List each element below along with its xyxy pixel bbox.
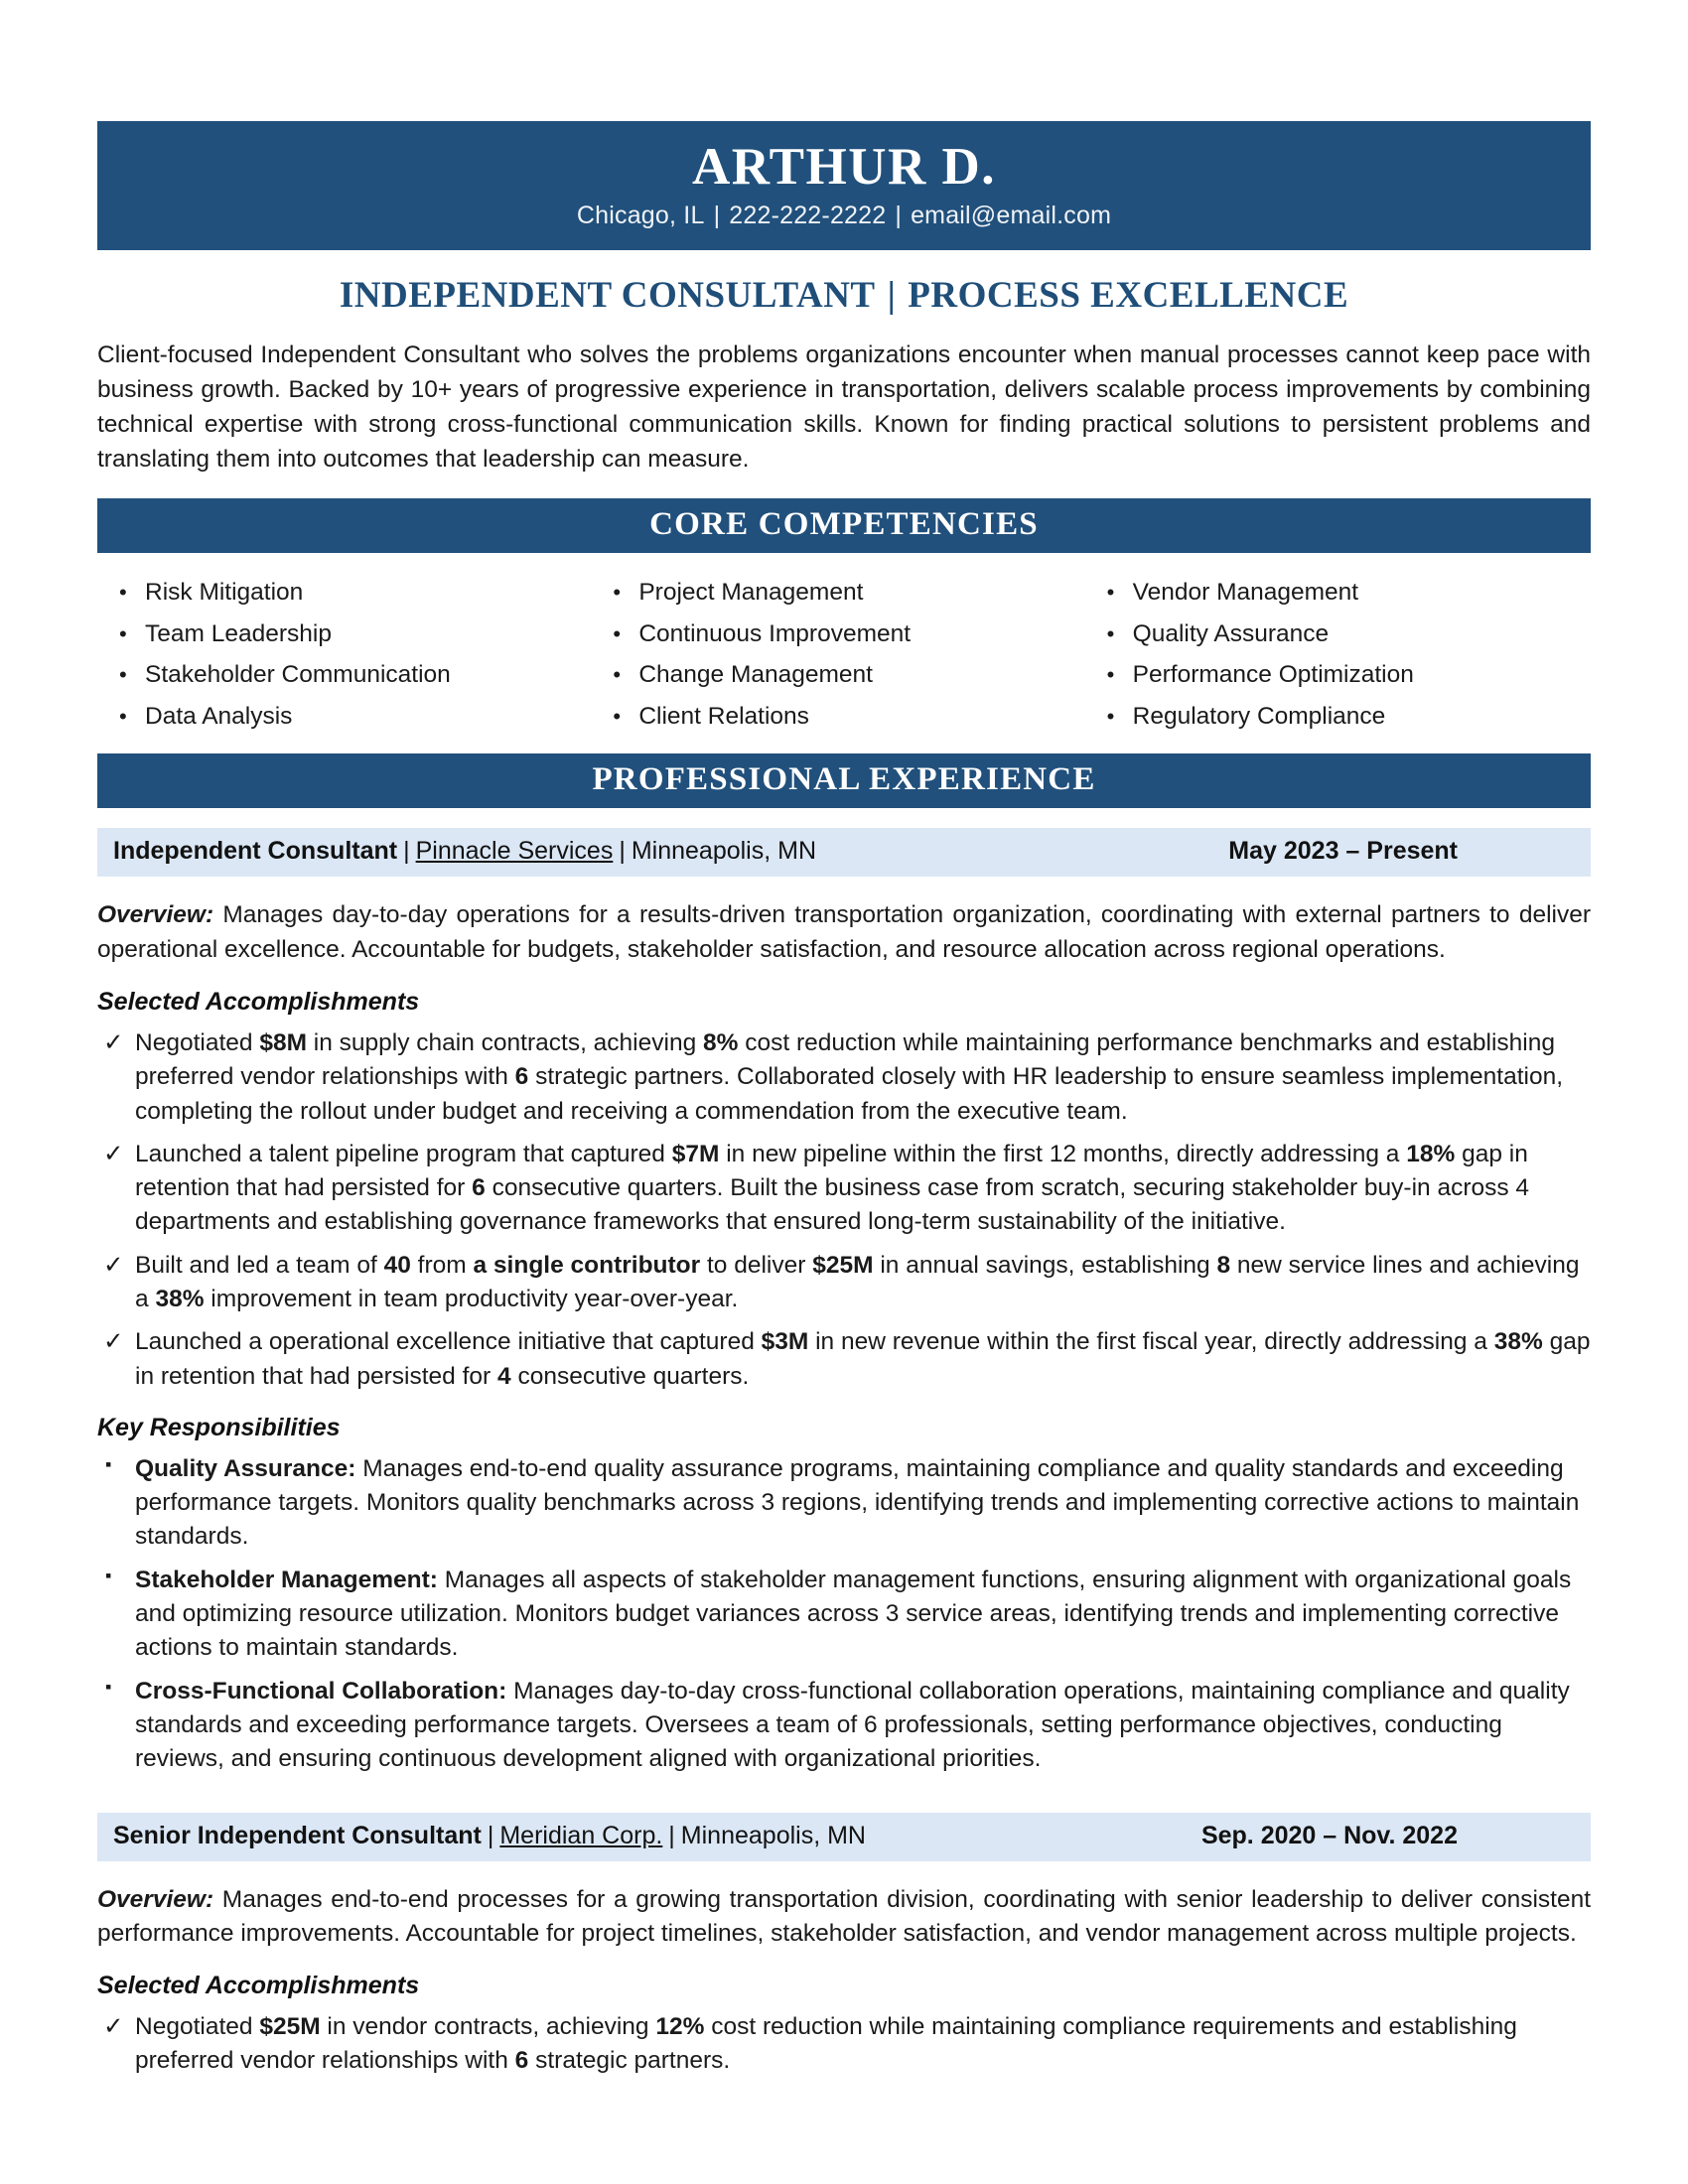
competency-item bbox=[1107, 614, 1591, 656]
competency-item bbox=[613, 614, 1096, 656]
competency-item bbox=[1107, 573, 1591, 614]
square-bullet-icon: ▪ bbox=[105, 1565, 112, 1585]
responsibility-text: Stakeholder Management: Manages all aspects of stakeholder management functions, ensuring alignment with organizational goals and optimizing resource utilization. Monitors budget variances across 3 service areas, identifying trends and implementing corrective actions to maintain standards. bbox=[135, 1566, 1572, 1662]
competency-label: Quality Assurance bbox=[1132, 619, 1330, 647]
competency-item bbox=[613, 655, 1096, 697]
responsibility-text: Cross-Functional Collaboration: Manages day-to-day cross-functional collaboration operations, maintaining compliance and quality standards and exceeding performance targets. Oversees a team of 6 professionals, setting performance objectives, conducting reviews, and ensuring continuous development aligned with organizational priorities. bbox=[135, 1677, 1570, 1773]
section-bar-core-competencies bbox=[97, 498, 1591, 553]
competency-item bbox=[613, 573, 1096, 614]
list-item bbox=[97, 1325, 1591, 1394]
competency-label: Stakeholder Communication bbox=[145, 661, 451, 689]
headline-right: PROCESS EXCELLENCE bbox=[908, 275, 1349, 317]
job-title: Independent Consultant bbox=[113, 837, 398, 866]
overview-text: Manages day-to-day operations for a results-driven transportation organization, coordinating with external partners to deliver operational excellence. Accountable for budgets, stakeholder satisfaction, and resource allocation across regional operations. bbox=[97, 901, 1591, 964]
core-competencies-grid bbox=[97, 573, 1591, 738]
check-icon: ✓ bbox=[103, 2013, 124, 2041]
competency-item bbox=[119, 573, 603, 614]
job-overview bbox=[97, 1883, 1591, 1953]
accomplishments-list bbox=[97, 2010, 1591, 2079]
section-title-core-competencies: CORE COMPETENCIES bbox=[649, 506, 1039, 543]
list-item bbox=[97, 1138, 1591, 1240]
bullet-icon: • bbox=[119, 580, 127, 606]
section-title-professional-experience: PROFESSIONAL EXPERIENCE bbox=[592, 761, 1096, 798]
competency-label: Data Analysis bbox=[145, 702, 293, 730]
list-item bbox=[97, 1026, 1591, 1129]
overview-text: Manages end-to-end processes for a growing transportation division, coordinating with senior leadership to deliver consistent performance improvements. Accountable for project timelines, stakeholder satisfaction, and vendor management across multiple projects. bbox=[97, 1885, 1591, 1948]
overview-label: Overview: bbox=[97, 1885, 214, 1913]
subheading-key-responsibilities: Key Responsibilities bbox=[97, 1413, 341, 1441]
job-dates: May 2023 – Present bbox=[1228, 837, 1458, 866]
responsibility-text: Quality Assurance: Manages end-to-end quality assurance programs, maintaining compliance and quality standards and exceeding performance targets. Monitors quality benchmarks across 3 regions, identifying trends and implementing corrective actions to maintain standards. bbox=[135, 1454, 1580, 1551]
section-bar-professional-experience bbox=[97, 753, 1591, 808]
headline-left: INDEPENDENT CONSULTANT bbox=[339, 275, 876, 317]
accomplishments-list bbox=[97, 1026, 1591, 1394]
job-company[interactable]: Meridian Corp. bbox=[499, 1821, 663, 1849]
accomplishment-text: Negotiated $25M in vendor contracts, achieving 12% cost reduction while maintaining compliance requirements and establishing preferred vendor relationships with 6 strategic partners. bbox=[135, 2013, 1517, 2075]
job-title: Senior Independent Consultant bbox=[113, 1821, 482, 1849]
list-item bbox=[97, 1452, 1591, 1555]
bullet-icon: • bbox=[1106, 620, 1115, 646]
job-header-bar bbox=[97, 1813, 1591, 1861]
job-company[interactable]: Pinnacle Services bbox=[415, 837, 614, 866]
name-banner bbox=[97, 121, 1591, 250]
section-spacer bbox=[97, 1797, 1591, 1813]
subheading-selected-accomplishments: Selected Accomplishments bbox=[97, 1972, 420, 2000]
bullet-icon: • bbox=[613, 662, 622, 688]
bullet-icon: • bbox=[119, 620, 127, 646]
headline-divider: | bbox=[887, 275, 897, 317]
check-icon: ✓ bbox=[103, 1140, 124, 1167]
competency-label: Project Management bbox=[638, 579, 864, 607]
resume-sheet bbox=[97, 0, 1591, 2099]
bullet-icon: • bbox=[613, 620, 622, 646]
competency-label: Performance Optimization bbox=[1132, 661, 1414, 689]
job-header-bar bbox=[97, 828, 1591, 877]
contact-email[interactable]: email@email.com bbox=[911, 202, 1112, 230]
contact-phone[interactable]: 222-222-2222 bbox=[729, 202, 887, 230]
accomplishment-text: Negotiated $8M in supply chain contracts, achieving 8% cost reduction while maintaining performance benchmarks and establishing preferred vendor relationships with 6 strategic partners. Collaborated closely with HR leadership to ensure seamless implementation, completing the rollout under budget and receiving a commendation from the executive team. bbox=[135, 1028, 1564, 1125]
competency-item bbox=[119, 655, 603, 697]
contact-line bbox=[97, 202, 1591, 230]
job-separator: | bbox=[487, 1821, 494, 1849]
job-separator: | bbox=[668, 1821, 675, 1849]
competency-label: Risk Mitigation bbox=[145, 579, 304, 607]
job-identity bbox=[113, 1822, 866, 1850]
competency-label: Change Management bbox=[638, 661, 873, 689]
list-item bbox=[97, 2010, 1591, 2079]
bullet-icon: • bbox=[119, 703, 127, 729]
professional-headline bbox=[97, 274, 1591, 317]
competency-item bbox=[1107, 697, 1591, 739]
job-identity bbox=[113, 837, 816, 866]
job-dates: Sep. 2020 – Nov. 2022 bbox=[1200, 1821, 1458, 1849]
accomplishment-text: Built and led a team of 40 from a single contributor to deliver $25M in annual savings, establishing 8 new service lines and achieving a 38% improvement in team productivity year-over-year. bbox=[135, 1251, 1580, 1312]
list-item bbox=[97, 1564, 1591, 1666]
competency-label: Continuous Improvement bbox=[638, 619, 912, 647]
contact-separator-2: | bbox=[895, 202, 903, 230]
competency-label: Vendor Management bbox=[1132, 579, 1359, 607]
contact-location: Chicago, IL bbox=[576, 202, 705, 230]
job-separator: | bbox=[619, 837, 626, 866]
accomplishment-text: Launched a talent pipeline program that captured $7M in new pipeline within the first 12 months, directly addressing a 18% gap in retention that had persisted for 6 consecutive quarters. Built the business case from scratch, securing stakeholder buy-in across 4 departments and establishing governance frameworks that ensured long-term sustainability of the initiative. bbox=[135, 1140, 1530, 1236]
bullet-icon: • bbox=[1106, 580, 1115, 606]
job-overview bbox=[97, 898, 1591, 968]
job-location: Minneapolis, MN bbox=[631, 837, 817, 866]
competency-item bbox=[119, 697, 603, 739]
responsibilities-list bbox=[97, 1452, 1591, 1777]
bullet-icon: • bbox=[613, 580, 622, 606]
square-bullet-icon: ▪ bbox=[105, 1453, 112, 1474]
candidate-name: ARTHUR D. bbox=[691, 138, 997, 196]
subheading-selected-accomplishments: Selected Accomplishments bbox=[97, 987, 420, 1016]
check-icon: ✓ bbox=[103, 1251, 124, 1279]
bullet-icon: • bbox=[613, 703, 622, 729]
professional-summary: Client-focused Independent Consultant who solves the problems organizations encounter when manual processes cannot keep pace with business growth. Backed by 10+ years of progressive experience in transportation, delivers scalable process improvements by combining technical expertise with strong cross-functional communication skills. Known for finding practical solutions to persistent problems and translating them into outcomes that leadership can measure. bbox=[97, 341, 1591, 473]
list-item bbox=[97, 1249, 1591, 1317]
competency-item bbox=[613, 697, 1096, 739]
overview-label: Overview: bbox=[97, 901, 214, 929]
bullet-icon: • bbox=[1106, 662, 1115, 688]
bullet-icon: • bbox=[119, 662, 127, 688]
check-icon: ✓ bbox=[103, 1028, 124, 1056]
competency-item bbox=[1107, 655, 1591, 697]
competency-item bbox=[119, 614, 603, 656]
bullet-icon: • bbox=[1106, 703, 1115, 729]
competency-label: Team Leadership bbox=[145, 619, 332, 647]
check-icon: ✓ bbox=[103, 1328, 124, 1356]
job-separator: | bbox=[403, 837, 410, 866]
accomplishment-text: Launched a operational excellence initiative that captured $3M in new revenue within the first fiscal year, directly addressing a 38% gap in retention that had persisted for 4 consecutive quarters. bbox=[135, 1328, 1591, 1390]
competency-label: Regulatory Compliance bbox=[1132, 702, 1386, 730]
list-item bbox=[97, 1675, 1591, 1777]
square-bullet-icon: ▪ bbox=[105, 1676, 112, 1697]
competency-label: Client Relations bbox=[638, 702, 809, 730]
contact-separator-1: | bbox=[713, 202, 721, 230]
job-location: Minneapolis, MN bbox=[680, 1821, 866, 1849]
